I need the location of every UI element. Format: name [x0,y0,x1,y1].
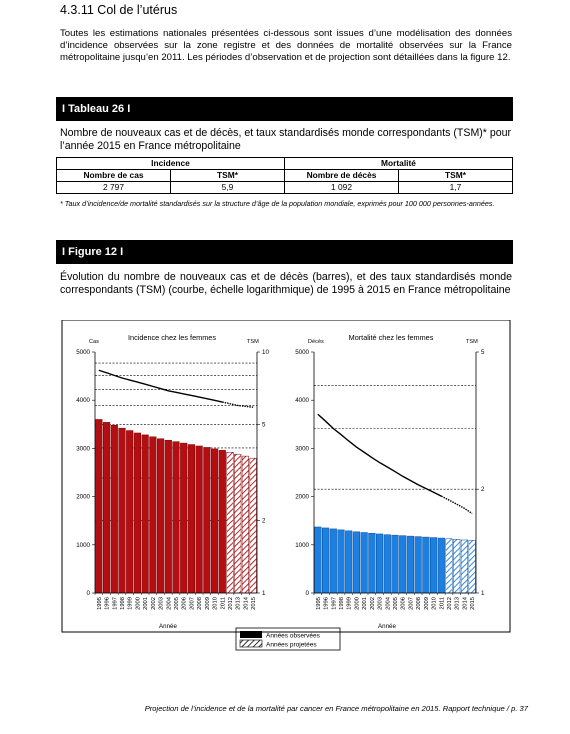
y-tick-label: 0 [305,590,309,597]
bar-observed [338,530,345,593]
col-header: Nombre de cas [57,170,171,182]
tsm-line-observed [99,370,222,402]
group-header-mortalite: Mortalité [285,158,513,170]
bar-observed [142,435,149,593]
y-tick-label: 1000 [295,541,309,549]
legend-label-observed: Années observées [266,632,320,640]
bar-projected [242,456,249,593]
figure-banner: I Figure 12 I [56,240,513,264]
table-caption: Nombre de nouveaux cas et de décès, et taux standardisés monde correspondants (TSM)* pour l’année 2015 en France métropolitaine [60,127,512,152]
bar-projected [469,540,476,593]
table-cell: 2 797 [57,182,171,194]
bar-observed [345,531,352,593]
group-header-incidence: Incidence [57,158,285,170]
bar-observed [315,527,322,593]
bar-observed [126,431,133,593]
x-tick-label: 2012 [447,597,453,610]
bar-observed [415,537,422,593]
bar-observed [119,428,126,593]
y2-tick-label: 1 [481,590,485,597]
x-tick-label: 2013 [454,597,461,610]
x-tick-label: 2002 [150,597,157,610]
bar-observed [330,529,337,593]
y2-tick-label: 5 [262,421,266,429]
bar-observed [157,439,164,593]
y2-tick-label: 10 [262,349,269,356]
bar-observed [407,536,414,593]
bar-observed [423,537,430,593]
bar-observed [384,535,391,593]
x-tick-label: 2009 [204,597,211,610]
x-tick-label: 2004 [166,597,173,610]
right-axis-label: TSM [466,339,478,345]
intro-paragraph: Toutes les estimations nationales présentées ci-dessous sont issues d’une modélisation des données d’incidence observées sur la zone registre et des données de mortalité observées sur la France métropolitaine jusqu’en 2011. Les périodes d’observation et de projection sont détaillées dans la figure 12. [60,28,512,64]
x-tick-label: 2009 [423,597,430,610]
table-26 [56,157,513,194]
table-cell: 1 092 [285,182,399,194]
left-axis-label: Décès [308,339,324,345]
bar-observed [369,533,376,593]
x-tick-label: 1999 [346,597,353,610]
col-header: TSM* [171,170,285,182]
x-tick-label: 1996 [104,597,111,610]
x-tick-label: 2010 [431,597,438,610]
y-tick-label: 3000 [76,445,90,453]
page-footer: Projection de l’incidence et de la mortalité par cancer en France métropolitaine en 2015. Rapport technique / p. 37 [144,704,528,713]
bar-observed [438,538,445,593]
bar-projected [227,452,234,593]
x-tick-label: 2007 [408,597,415,610]
table-cell: 1,7 [399,182,513,194]
bar-projected [461,540,468,593]
x-tick-label: 2004 [385,597,392,610]
chart-title: Incidence chez les femmes [127,333,217,342]
legend-swatch-observed [240,631,262,638]
incidence-chart [76,333,269,630]
y-tick-label: 0 [86,590,90,597]
table-footnote: * Taux d’incidence/de mortalité standardisés sur la structure d’âge de la population mondiale, exprimés pour 100 000 personnes-années. [60,199,495,208]
left-axis-label: Cas [89,339,99,345]
bar-observed [188,445,195,593]
y2-tick-label: 1 [262,590,266,597]
bar-observed [211,449,218,593]
x-tick-label: 2003 [377,597,384,610]
x-tick-label: 1998 [339,597,345,610]
x-tick-label: 2005 [174,597,180,610]
tsm-line-observed [318,414,441,496]
y-tick-label: 4000 [76,397,90,405]
col-header: Nombre de décès [285,170,399,182]
x-tick-label: 1997 [331,597,338,610]
bar-observed [219,450,226,593]
bar-observed [150,437,157,593]
x-axis-label: Année [159,623,177,630]
x-tick-label: 2010 [212,597,219,610]
x-tick-label: 2002 [369,597,376,610]
x-tick-label: 2006 [181,597,188,610]
table-banner: I Tableau 26 I [56,97,513,121]
y-tick-label: 3000 [295,445,309,453]
bar-projected [234,454,241,593]
x-tick-label: 2007 [189,597,196,610]
x-tick-label: 2001 [362,597,369,610]
x-tick-label: 2008 [197,597,204,610]
y-tick-label: 5000 [76,349,90,356]
bar-observed [322,528,329,593]
bar-observed [173,442,180,593]
x-tick-label: 2000 [135,597,142,610]
bar-observed [165,440,172,593]
bar-projected [446,539,453,593]
x-tick-label: 2001 [143,597,150,610]
x-tick-label: 1996 [323,597,330,610]
bar-observed [96,419,103,593]
x-tick-label: 2008 [416,597,423,610]
table-cell: 5,9 [171,182,285,194]
x-axis-label: Année [378,623,396,630]
y-tick-label: 2000 [295,493,309,501]
x-tick-label: 1995 [315,597,322,610]
legend [236,628,340,650]
bar-observed [430,538,437,593]
bar-observed [180,443,187,593]
bar-observed [399,536,406,593]
mortality-chart [295,333,485,630]
figure-12-charts [0,320,570,660]
bar-projected [250,458,257,593]
x-tick-label: 2003 [158,597,165,610]
x-tick-label: 2000 [354,597,361,610]
y2-tick-label: 2 [481,486,485,494]
x-tick-label: 2012 [228,597,234,610]
x-tick-label: 2014 [462,597,469,610]
x-tick-label: 2011 [439,597,446,610]
legend-swatch-projected [240,640,262,647]
x-tick-label: 2006 [400,597,407,610]
x-tick-label: 2011 [220,597,227,610]
bar-observed [376,534,383,593]
y-tick-label: 5000 [295,349,309,356]
table-row [57,182,513,194]
y-tick-label: 2000 [76,493,90,501]
x-tick-label: 1998 [120,597,126,610]
x-tick-label: 1999 [127,597,134,610]
tsm-line-projected [441,496,472,513]
bar-observed [111,425,118,593]
figure-caption: Évolution du nombre de nouveaux cas et de décès (barres), et des taux standardisés monde correspondants (TSM) (courbe, échelle logarithmique) de 1995 à 2015 en France métropolitaine [60,271,512,296]
bar-observed [103,422,110,593]
bar-observed [392,535,399,593]
y-tick-label: 4000 [295,397,309,405]
y2-tick-label: 5 [481,349,485,356]
bar-observed [361,533,368,593]
table-group-header-row [57,158,513,170]
right-axis-label: TSM [247,339,259,345]
x-tick-label: 2013 [235,597,242,610]
x-tick-label: 2014 [243,597,250,610]
legend-label-projected: Années projetées [266,641,317,649]
x-tick-label: 1995 [96,597,103,610]
bar-observed [196,446,203,593]
x-tick-label: 2015 [470,597,477,610]
x-tick-label: 1997 [112,597,119,610]
col-header: TSM* [399,170,513,182]
bar-observed [204,447,211,593]
tsm-line-projected [222,402,253,407]
table-col-header-row [57,170,513,182]
y2-tick-label: 2 [262,517,266,525]
x-tick-label: 2005 [393,597,399,610]
chart-title: Mortalité chez les femmes [348,333,434,342]
y-tick-label: 1000 [76,541,90,549]
bar-observed [134,433,141,593]
x-tick-label: 2015 [251,597,258,610]
bar-projected [453,539,460,593]
section-heading: 4.3.11 Col de l’utérus [60,3,178,17]
bar-observed [353,532,360,593]
